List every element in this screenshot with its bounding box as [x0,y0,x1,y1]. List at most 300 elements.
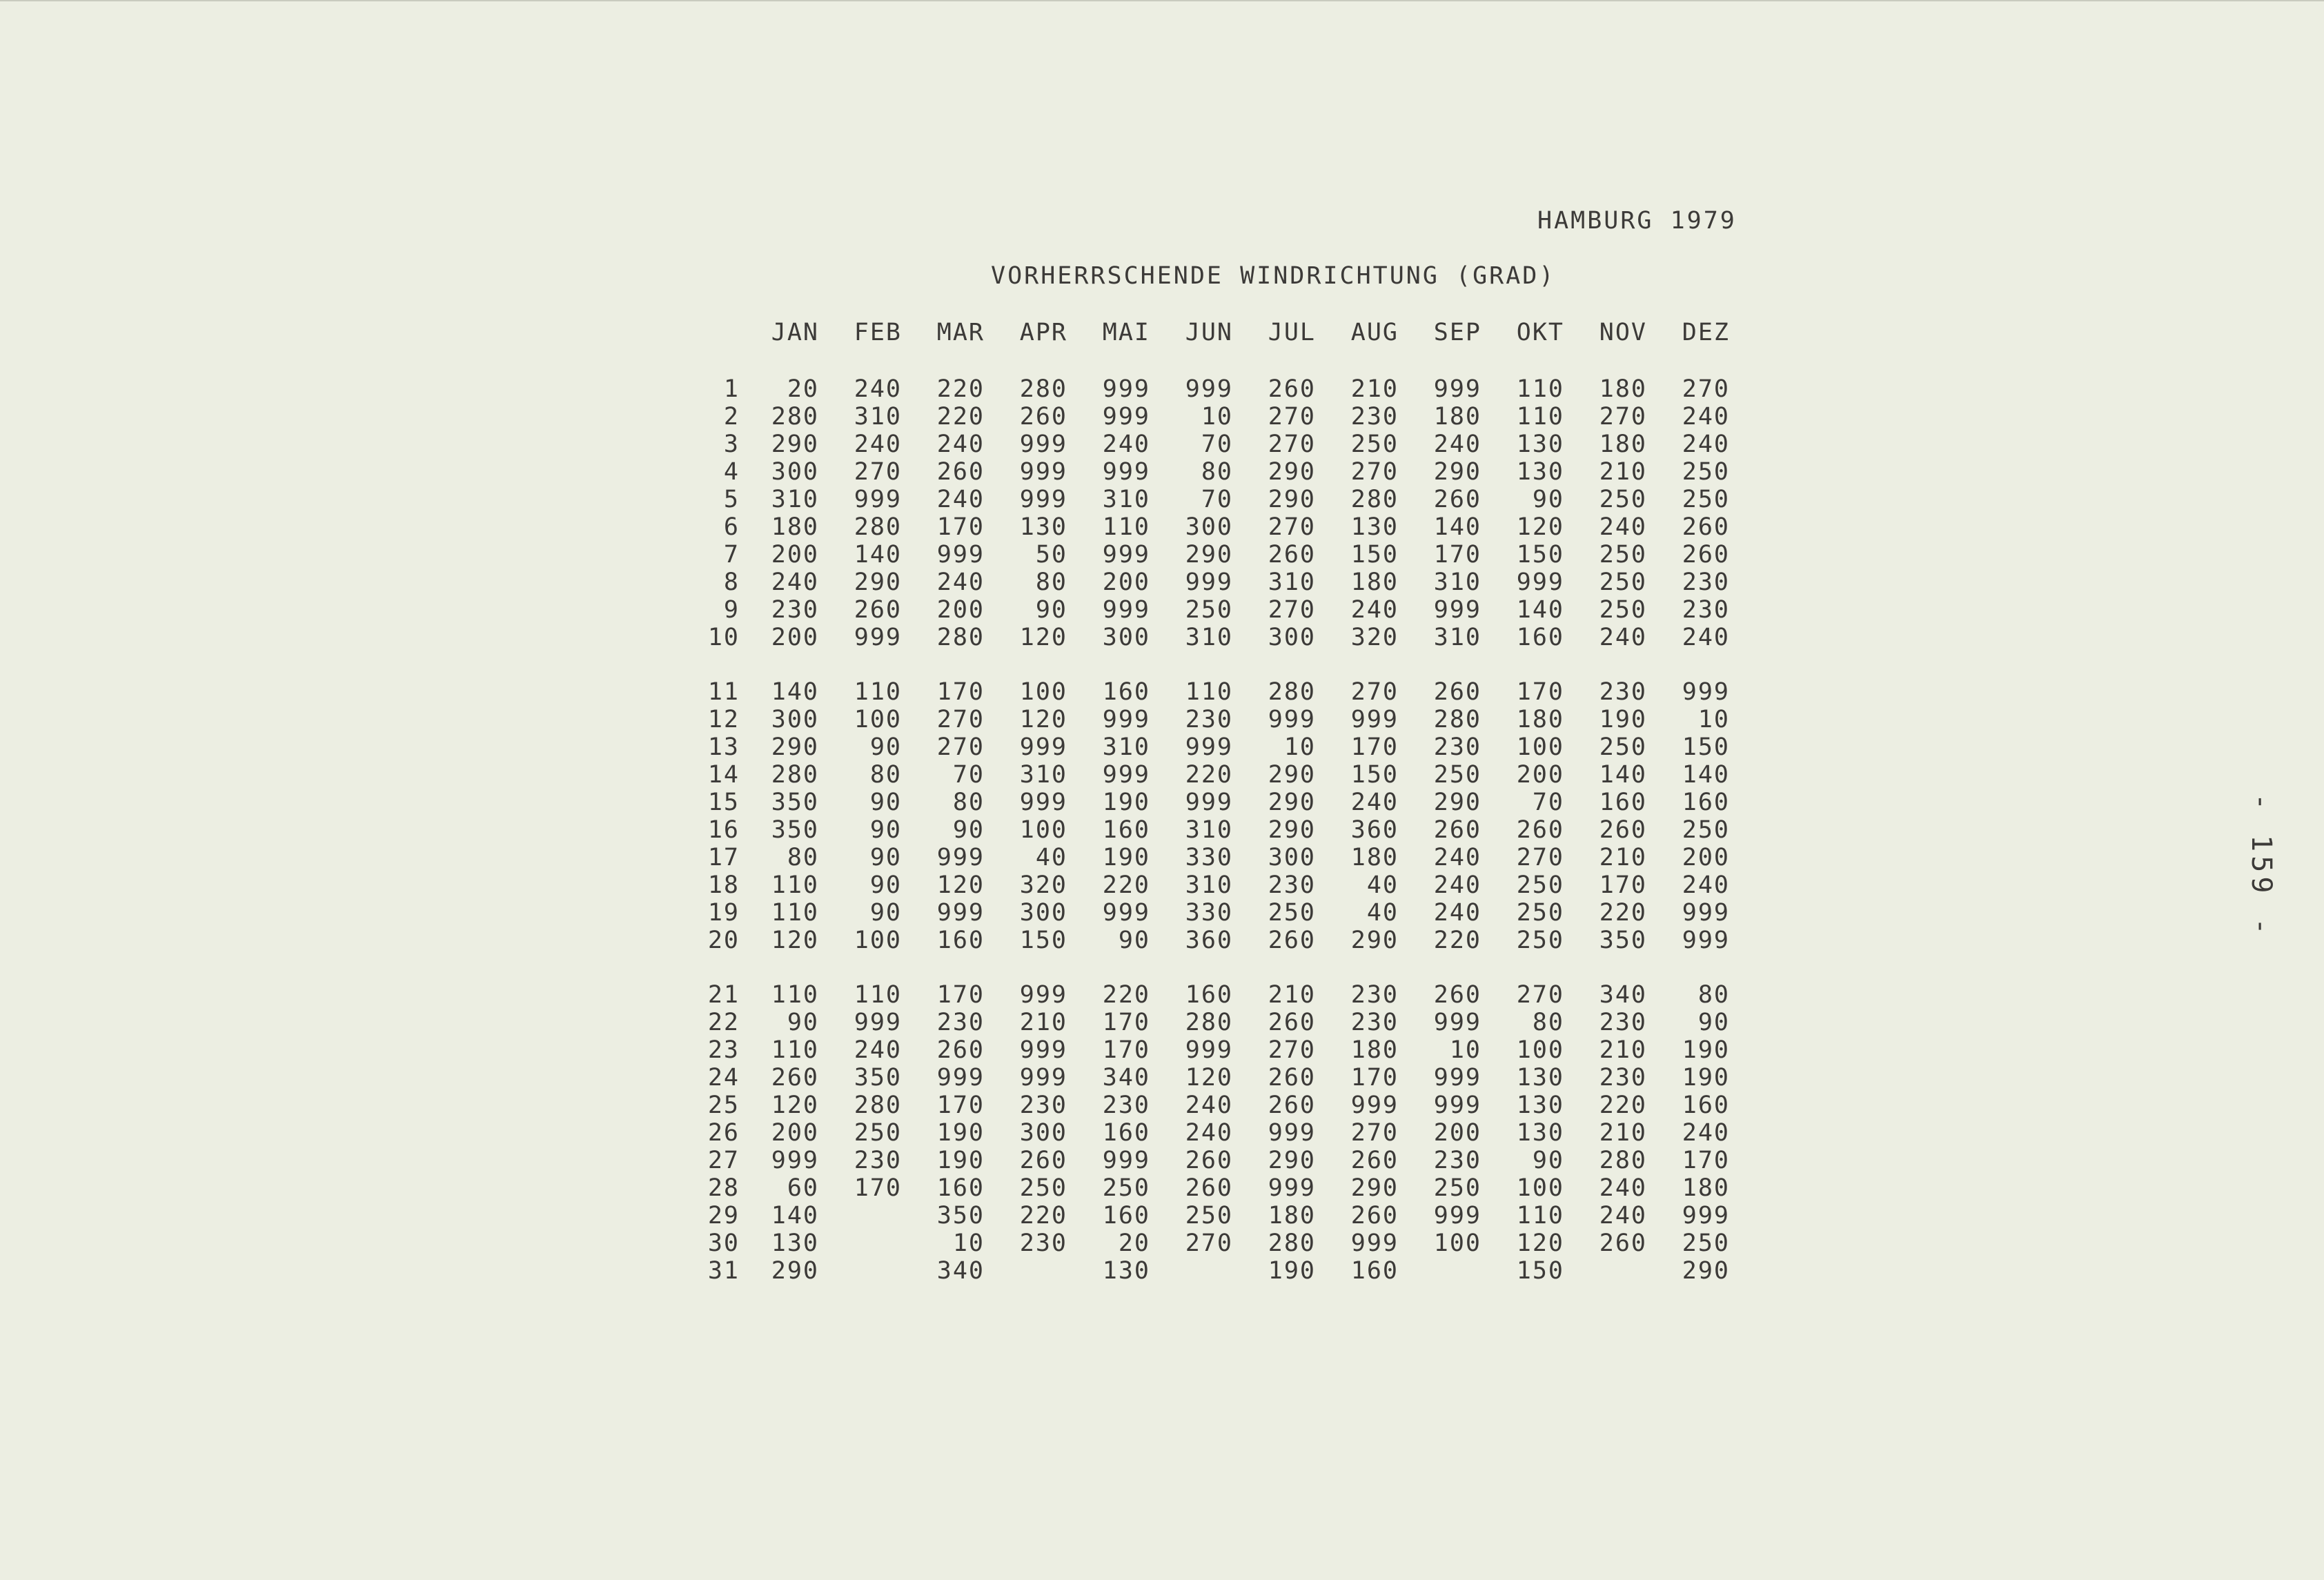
table-cell: 290 [1433,789,1481,816]
table-cell: 190 [936,1119,985,1147]
table-cell: 260 [1599,1230,1647,1257]
table-cell: 130 [1516,458,1564,486]
table-cell: 260 [1682,513,1730,541]
table-cell: 150 [1516,1257,1564,1285]
table-cell: 220 [1019,1202,1067,1230]
month-header-jan: JAN [771,319,819,346]
table-cell: 230 [1268,871,1316,899]
table-row [704,816,1739,844]
table-cell: 999 [1433,1202,1481,1230]
table-cell: 290 [771,1257,819,1285]
table-cell: 140 [771,1202,819,1230]
day-number: 28 [707,1174,740,1202]
month-header-jun: JUN [1185,319,1233,346]
table-row [704,431,1739,458]
table-cell: 120 [1019,624,1067,651]
table-cell: 220 [936,375,985,403]
table-cell: 250 [1682,458,1730,486]
day-number: 3 [723,431,740,458]
table-cell: 250 [1599,486,1647,513]
table-cell: 90 [1118,927,1150,954]
table-cell: 999 [1433,1092,1481,1119]
table-row [704,1202,1739,1230]
table-cell: 280 [936,624,985,651]
table-cell: 170 [936,513,985,541]
table-cell: 250 [1268,899,1316,927]
table-cell: 250 [1433,761,1481,789]
table-cell: 250 [1682,1230,1730,1257]
table-cell: 999 [854,486,902,513]
table-cell: 100 [1019,678,1067,706]
table-cell: 310 [1433,624,1481,651]
table-cell: 260 [1185,1174,1233,1202]
table-cell: 110 [1516,403,1564,431]
table-cell: 130 [1516,1092,1564,1119]
table-cell: 320 [1350,624,1399,651]
table-cell: 240 [936,569,985,596]
table-cell: 290 [1268,1147,1316,1174]
table-cell: 270 [936,706,985,733]
day-number: 27 [707,1147,740,1174]
day-number: 24 [707,1064,740,1092]
table-cell: 220 [1599,1092,1647,1119]
table-cell: 999 [1433,375,1481,403]
table-cell: 270 [1185,1230,1233,1257]
table-cell: 260 [1350,1147,1399,1174]
table-cell: 120 [1516,1230,1564,1257]
table-cell: 260 [1350,1202,1399,1230]
table-row [704,1147,1739,1174]
table-cell: 250 [1350,431,1399,458]
table-cell: 250 [1185,596,1233,624]
table-cell: 110 [771,899,819,927]
table-cell: 200 [771,1119,819,1147]
table-row [704,1036,1739,1064]
table-cell: 240 [1682,431,1730,458]
table-cell: 999 [1682,927,1730,954]
table-cell: 230 [1682,569,1730,596]
table-cell: 230 [936,1009,985,1036]
table-cell: 210 [1599,844,1647,871]
table-cell: 190 [1102,789,1150,816]
table-cell: 100 [1433,1230,1481,1257]
table-cell: 290 [771,733,819,761]
table-cell: 90 [869,789,902,816]
table-cell: 270 [1268,513,1316,541]
table-cell: 350 [1599,927,1647,954]
table-row [704,871,1739,899]
table-cell: 90 [1697,1009,1730,1036]
month-header-nov: NOV [1599,319,1647,346]
table-cell: 270 [1599,403,1647,431]
page-top-edge [0,0,2324,1]
table-cell: 90 [1532,486,1564,513]
day-number: 10 [707,624,740,651]
table-cell: 999 [1185,789,1233,816]
table-cell: 110 [1516,375,1564,403]
table-cell: 260 [1268,927,1316,954]
table-cell: 210 [1599,1036,1647,1064]
table-cell: 280 [771,403,819,431]
table-cell: 999 [1268,1174,1316,1202]
page-number: - 159 - [2245,793,2277,939]
day-number: 29 [707,1202,740,1230]
table-cell: 250 [1516,871,1564,899]
table-cell: 240 [854,1036,902,1064]
table-cell: 90 [869,733,902,761]
table-cell: 120 [1185,1064,1233,1092]
table-cell: 250 [1599,596,1647,624]
table-cell: 200 [1433,1119,1481,1147]
table-cell: 310 [854,403,902,431]
table-row [704,1230,1739,1257]
day-number: 22 [707,1009,740,1036]
table-cell: 140 [1433,513,1481,541]
table-cell: 50 [1035,541,1067,569]
table-cell: 120 [1516,513,1564,541]
table-cell: 10 [1449,1036,1481,1064]
table-cell: 170 [854,1174,902,1202]
table-cell: 170 [1102,1009,1150,1036]
table-cell: 999 [936,899,985,927]
table-cell: 290 [1350,1174,1399,1202]
table-cell: 180 [1350,569,1399,596]
table-cell: 999 [1350,706,1399,733]
table-cell: 280 [1019,375,1067,403]
table-cell: 270 [936,733,985,761]
table-cell: 240 [1185,1119,1233,1147]
table-cell: 250 [1516,899,1564,927]
table-cell: 999 [1102,375,1150,403]
day-number: 5 [723,486,740,513]
table-cell: 130 [1102,1257,1150,1285]
table-cell: 170 [1682,1147,1730,1174]
table-cell: 230 [1599,1009,1647,1036]
table-cell: 999 [1102,458,1150,486]
table-cell: 300 [1185,513,1233,541]
table-cell: 260 [1433,486,1481,513]
day-number: 18 [707,871,740,899]
table-cell: 240 [1433,899,1481,927]
table-cell: 130 [1516,1064,1564,1092]
month-header-apr: APR [1019,319,1067,346]
table-cell: 999 [1682,899,1730,927]
table-cell: 230 [1350,403,1399,431]
table-cell: 999 [1185,375,1233,403]
wind-direction-table [704,375,1739,1293]
table-cell: 280 [771,761,819,789]
table-cell: 240 [1682,1119,1730,1147]
table-cell: 240 [1682,624,1730,651]
table-cell: 180 [1350,844,1399,871]
table-cell: 80 [869,761,902,789]
table-cell: 250 [854,1119,902,1147]
day-number: 4 [723,458,740,486]
day-number: 8 [723,569,740,596]
table-cell: 280 [1350,486,1399,513]
day-number: 17 [707,844,740,871]
table-cell: 130 [771,1230,819,1257]
table-cell: 330 [1185,844,1233,871]
table-row [704,375,1739,403]
table-cell: 230 [1102,1092,1150,1119]
table-cell: 240 [1350,596,1399,624]
table-cell: 90 [869,899,902,927]
table-cell: 270 [1268,403,1316,431]
table-cell: 330 [1185,899,1233,927]
table-cell: 150 [1682,733,1730,761]
table-cell: 230 [1185,706,1233,733]
table-row [704,844,1739,871]
table-cell: 230 [1599,1064,1647,1092]
table-cell: 10 [1697,706,1730,733]
table-cell: 999 [1185,569,1233,596]
table-cell: 270 [1350,678,1399,706]
table-cell: 340 [1102,1064,1150,1092]
table-cell: 999 [1019,458,1067,486]
table-cell: 160 [1102,678,1150,706]
table-cell: 210 [1019,1009,1067,1036]
table-cell: 180 [1268,1202,1316,1230]
table-cell: 999 [1102,706,1150,733]
table-cell: 90 [952,816,985,844]
table-cell: 999 [1433,1009,1481,1036]
table-cell: 110 [854,981,902,1009]
table-row [704,458,1739,486]
table-cell: 180 [1350,1036,1399,1064]
table-cell: 160 [1682,1092,1730,1119]
table-cell: 999 [1433,596,1481,624]
table-cell: 250 [1599,569,1647,596]
table-cell: 220 [1185,761,1233,789]
table-cell: 310 [771,486,819,513]
table-cell: 290 [1350,927,1399,954]
table-cell: 220 [1433,927,1481,954]
table-cell: 270 [1516,844,1564,871]
table-cell: 999 [1019,1064,1067,1092]
day-number: 26 [707,1119,740,1147]
table-cell: 250 [1599,733,1647,761]
table-cell: 280 [1185,1009,1233,1036]
table-cell: 260 [1268,1092,1316,1119]
table-cell: 250 [1102,1174,1150,1202]
table-cell: 240 [1682,403,1730,431]
table-cell: 999 [1350,1092,1399,1119]
table-row [704,403,1739,431]
table-cell: 170 [936,678,985,706]
table-cell: 140 [771,678,819,706]
table-cell: 100 [1019,816,1067,844]
table-cell: 130 [1019,513,1067,541]
table-cell: 240 [771,569,819,596]
table-cell: 190 [936,1147,985,1174]
table-cell: 120 [771,927,819,954]
table-cell: 70 [1532,789,1564,816]
table-row [704,1119,1739,1147]
table-cell: 310 [1102,486,1150,513]
table-row [704,733,1739,761]
table-cell: 210 [1268,981,1316,1009]
table-cell: 999 [1185,733,1233,761]
month-header-feb: FEB [854,319,902,346]
table-cell: 190 [1268,1257,1316,1285]
table-cell: 270 [1350,1119,1399,1147]
table-cell: 150 [1350,541,1399,569]
table-cell: 999 [1516,569,1564,596]
table-cell: 160 [1516,624,1564,651]
table-cell: 999 [1019,1036,1067,1064]
table-cell: 999 [936,844,985,871]
table-cell: 340 [1599,981,1647,1009]
table-cell: 999 [1019,981,1067,1009]
month-header-mai: MAI [1102,319,1150,346]
table-cell: 190 [1102,844,1150,871]
table-cell: 290 [1268,789,1316,816]
table-cell: 90 [869,844,902,871]
table-cell: 230 [1019,1092,1067,1119]
table-cell: 999 [1102,541,1150,569]
table-cell: 260 [1268,541,1316,569]
table-cell: 70 [1201,486,1233,513]
table-cell: 290 [1268,486,1316,513]
table-cell: 260 [1433,816,1481,844]
table-cell: 280 [1268,678,1316,706]
table-cell: 999 [1102,761,1150,789]
table-cell: 170 [1350,1064,1399,1092]
table-cell: 320 [1019,871,1067,899]
table-cell: 260 [1268,1064,1316,1092]
table-cell: 280 [1433,706,1481,733]
table-cell: 80 [787,844,819,871]
table-cell: 90 [787,1009,819,1036]
table-cell: 250 [1516,927,1564,954]
table-cell: 160 [1185,981,1233,1009]
table-cell: 140 [1682,761,1730,789]
location-heading: HAMBURG 1979 [1537,207,1737,235]
table-cell: 290 [1433,458,1481,486]
table-cell: 110 [771,981,819,1009]
table-cell: 240 [1599,513,1647,541]
table-cell: 160 [1350,1257,1399,1285]
table-cell: 999 [1433,1064,1481,1092]
table-cell: 160 [1102,1202,1150,1230]
table-cell: 300 [771,458,819,486]
table-row [704,569,1739,596]
day-number: 21 [707,981,740,1009]
table-cell: 260 [1516,816,1564,844]
table-cell: 360 [1350,816,1399,844]
table-cell: 300 [1019,899,1067,927]
table-cell: 100 [854,706,902,733]
table-cell: 290 [771,431,819,458]
table-cell: 260 [1019,403,1067,431]
table-cell: 130 [1350,513,1399,541]
table-cell: 120 [1019,706,1067,733]
table-cell: 290 [1268,761,1316,789]
table-cell: 20 [1118,1230,1150,1257]
table-cell: 170 [1433,541,1481,569]
table-cell: 150 [1350,761,1399,789]
table-cell: 190 [1682,1036,1730,1064]
table-cell: 280 [1268,1230,1316,1257]
table-cell: 999 [854,1009,902,1036]
table-cell: 300 [771,706,819,733]
table-cell: 999 [936,541,985,569]
table-cell: 260 [854,596,902,624]
table-cell: 999 [1102,403,1150,431]
table-cell: 270 [1268,596,1316,624]
table-cell: 160 [936,927,985,954]
table-row [704,1092,1739,1119]
table-cell: 999 [1019,789,1067,816]
table-cell: 230 [771,596,819,624]
table-cell: 220 [1102,871,1150,899]
day-number: 25 [707,1092,740,1119]
table-cell: 250 [1433,1174,1481,1202]
day-number: 20 [707,927,740,954]
month-header-aug: AUG [1350,319,1399,346]
day-number: 12 [707,706,740,733]
table-row [704,1009,1739,1036]
table-cell: 999 [1268,1119,1316,1147]
table-row [704,927,1739,954]
table-row [704,624,1739,651]
table-cell: 350 [771,789,819,816]
table-cell: 240 [1350,789,1399,816]
table-cell: 110 [1516,1202,1564,1230]
table-cell: 240 [1433,431,1481,458]
table-cell: 180 [1433,403,1481,431]
table-cell: 999 [771,1147,819,1174]
table-cell: 310 [1268,569,1316,596]
table-cell: 240 [854,375,902,403]
table-cell: 40 [1366,871,1399,899]
table-cell: 250 [1019,1174,1067,1202]
table-cell: 230 [1350,981,1399,1009]
table-cell: 220 [936,403,985,431]
table-cell: 210 [1599,1119,1647,1147]
table-cell: 120 [936,871,985,899]
table-cell: 200 [771,624,819,651]
table-cell: 999 [1102,1147,1150,1174]
table-cell: 160 [1599,789,1647,816]
table-cell: 290 [1268,816,1316,844]
table-cell: 260 [1433,678,1481,706]
table-cell: 170 [1102,1036,1150,1064]
day-number: 2 [723,403,740,431]
table-cell: 140 [1599,761,1647,789]
table-cell: 10 [952,1230,985,1257]
table-cell: 110 [771,1036,819,1064]
table-cell: 200 [1102,569,1150,596]
table-cell: 100 [1516,733,1564,761]
table-cell: 250 [1682,486,1730,513]
month-header-mar: MAR [936,319,985,346]
table-cell: 190 [1682,1064,1730,1092]
table-cell: 80 [1201,458,1233,486]
table-cell: 200 [1516,761,1564,789]
day-number: 13 [707,733,740,761]
table-cell: 240 [1599,1174,1647,1202]
table-cell: 260 [1682,541,1730,569]
table-cell: 999 [1102,596,1150,624]
table-cell: 350 [936,1202,985,1230]
table-cell: 170 [936,981,985,1009]
table-row [704,1064,1739,1092]
table-cell: 240 [936,486,985,513]
table-cell: 230 [1350,1009,1399,1036]
table-cell: 230 [1682,596,1730,624]
